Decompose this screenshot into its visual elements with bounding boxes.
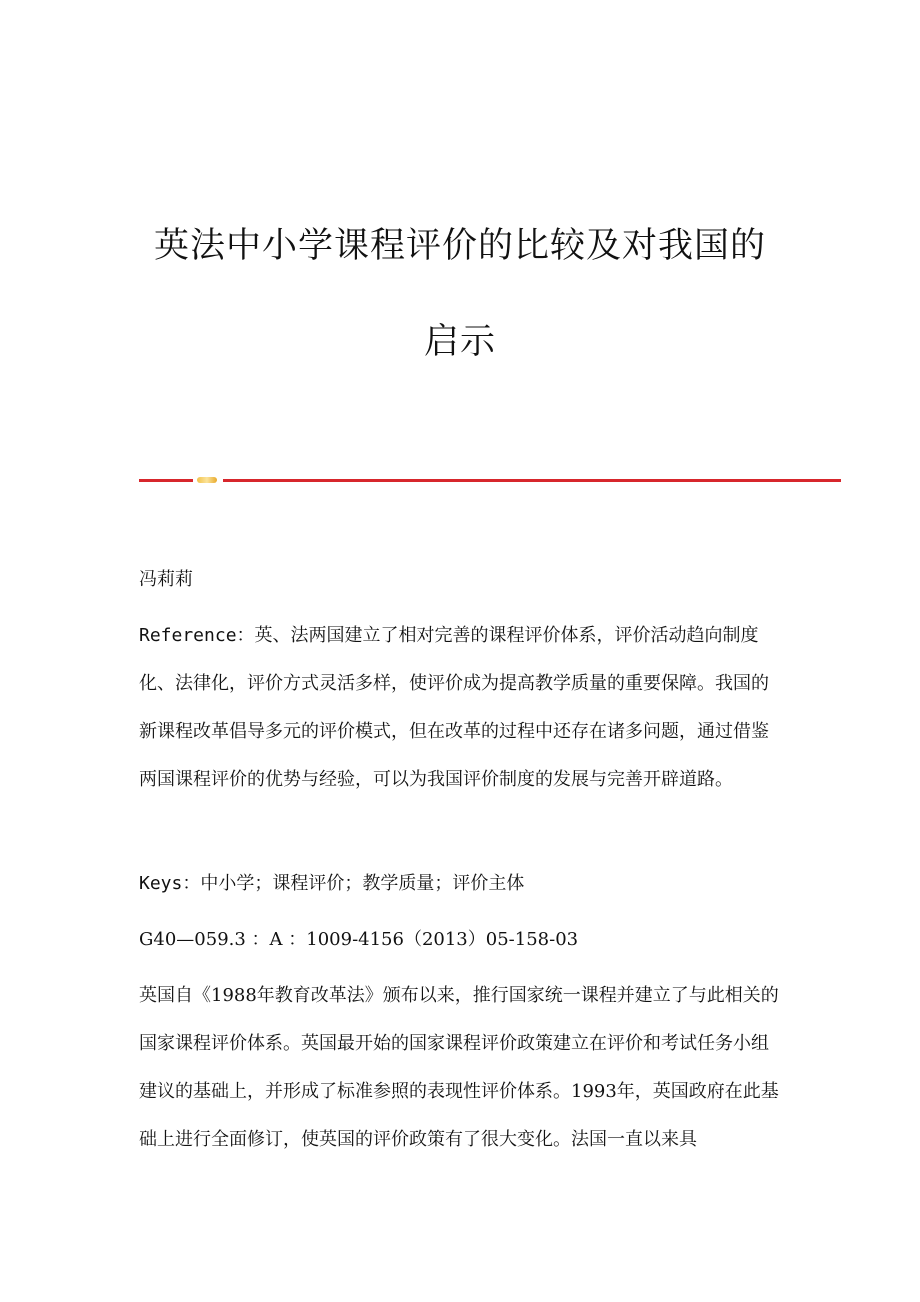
abstract-text: 英、法两国建立了相对完善的课程评价体系，评价活动趋向制度化、法律化，评价方式灵活多样，使评价成为提高教学质量的重要保障。我国的新课程改革倡导多元的评价模式，但在改革的过程中还存在诸多问题，通过借鉴两国课程评价的优势与经验，可以为我国评价制度的发展与完善开辟道路。 — [139, 625, 769, 790]
keywords-label: Keys： — [139, 873, 201, 894]
abstract — [139, 612, 779, 804]
body-paragraph: 英国自《1988年教育改革法》颁布以来，推行国家统一课程并建立了与此相关的国家课程评价体系。英国最开始的国家课程评价政策建立在评价和考试任务小组建议的基础上，并形成了标准参照的表现性评价体系。1993年，英国政府在此基础上进行全面修订，使英国的评价政策有了很大变化。法国一直以来具 — [139, 985, 779, 1150]
author-name: 冯莉莉 — [139, 569, 193, 590]
keywords — [139, 860, 779, 908]
divider-bar-right — [223, 479, 841, 482]
abstract-label: Reference： — [139, 625, 255, 646]
document-title-line-2: 启示 — [423, 322, 496, 362]
keywords-text: 中小学；课程评价；教学质量；评价主体 — [200, 873, 525, 894]
classification-code: G40—059.3 ：A ：1009-4156（2013）05-158-03 — [139, 929, 579, 950]
divider-bar-left — [139, 479, 193, 482]
title-divider — [139, 477, 841, 483]
document-title-line-1: 英法中小学课程评价的比较及对我国的 — [153, 226, 766, 266]
divider-ornament-icon — [197, 477, 217, 483]
